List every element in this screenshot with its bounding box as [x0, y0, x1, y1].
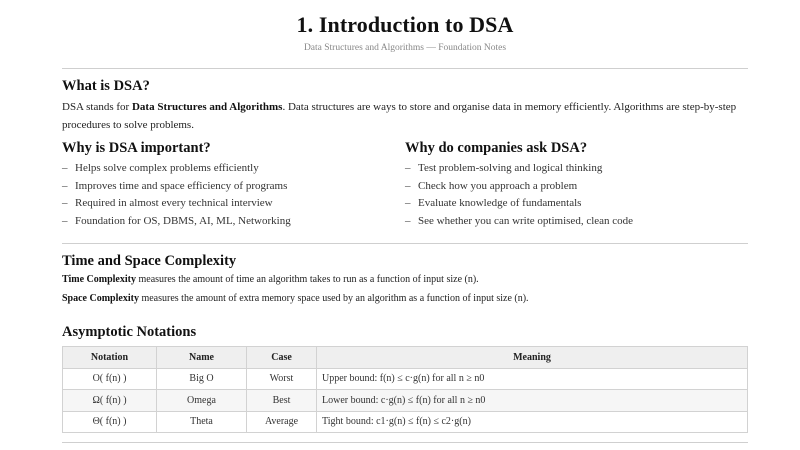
cell-notation: Θ( f(n) ) — [63, 411, 157, 433]
list-item: – Improves time and space efficiency of programs — [62, 178, 402, 196]
list-item: – Evaluate knowledge of fundamentals — [405, 195, 748, 213]
paragraph-lead: DSA stands for — [62, 101, 132, 113]
page-subtitle: Data Structures and Algorithms — Foundation Notes — [303, 43, 507, 53]
list-item: – Foundation for OS, DBMS, AI, ML, Networking — [62, 213, 402, 231]
list-item: – Test problem-solving and logical thinking — [405, 160, 748, 178]
section-heading-what-is-dsa: What is DSA? — [62, 78, 150, 94]
cell-name: Big O — [157, 368, 247, 390]
table-row — [63, 411, 748, 433]
space-complexity-text: measures the amount of extra memory space used by an algorithm as a function of input size (n). — [138, 293, 529, 304]
list-item: – Helps solve complex problems efficiently — [62, 160, 402, 178]
divider — [62, 243, 748, 244]
why-important-list — [62, 160, 402, 231]
time-complexity-term: Time Complexity — [62, 274, 136, 285]
why-companies-column — [405, 140, 748, 231]
time-complexity-text: measures the amount of time an algorithm takes to run as a function of input size (n). — [135, 274, 479, 285]
section-heading-asymptotic: Asymptotic Notations — [62, 324, 197, 340]
cell-case: Worst — [247, 368, 317, 390]
space-complexity-definition — [62, 293, 748, 304]
paragraph-bold-term: Data Structures and Algorithms — [131, 101, 283, 113]
cell-meaning: Lower bound: c·g(n) ≤ f(n) for all n ≥ n0 — [317, 390, 748, 412]
cell-meaning: Tight bound: c1·g(n) ≤ f(n) ≤ c2·g(n) — [317, 411, 748, 433]
cell-notation: Ω( f(n) ) — [63, 390, 157, 412]
why-important-column — [62, 140, 402, 231]
section-heading-complexity: Time and Space Complexity — [62, 253, 237, 269]
page-title: 1. Introduction to DSA — [296, 12, 514, 37]
cell-name: Omega — [157, 390, 247, 412]
column-header-meaning: Meaning — [317, 347, 748, 369]
paragraph-rest: . Data structures are ways to store and organise data in memory efficiently. Algorithms are step-by-step procedures to solve problems. — [62, 101, 737, 131]
list-item: – See whether you can write optimised, clean code — [405, 213, 748, 231]
column-header-notation: Notation — [63, 347, 157, 369]
section-heading-why-companies: Why do companies ask DSA? — [405, 140, 588, 156]
time-complexity-definition — [62, 274, 748, 285]
list-item: – Check how you approach a problem — [405, 178, 748, 196]
table-header-row — [63, 347, 748, 369]
cell-case: Best — [247, 390, 317, 412]
section-heading-why-important: Why is DSA important? — [62, 140, 211, 156]
cell-name: Theta — [157, 411, 247, 433]
cell-notation: O( f(n) ) — [63, 368, 157, 390]
why-companies-list — [405, 160, 748, 231]
what-is-dsa-paragraph — [62, 98, 748, 134]
space-complexity-term: Space Complexity — [62, 293, 139, 304]
column-header-case: Case — [247, 347, 317, 369]
cell-meaning: Upper bound: f(n) ≤ c·g(n) for all n ≥ n0 — [317, 368, 748, 390]
list-item: – Required in almost every technical interview — [62, 195, 402, 213]
divider — [62, 68, 748, 69]
cell-case: Average — [247, 411, 317, 433]
asymptotic-table — [62, 346, 748, 433]
table-row — [63, 390, 748, 412]
column-header-name: Name — [157, 347, 247, 369]
divider — [62, 442, 748, 443]
table-row — [63, 368, 748, 390]
